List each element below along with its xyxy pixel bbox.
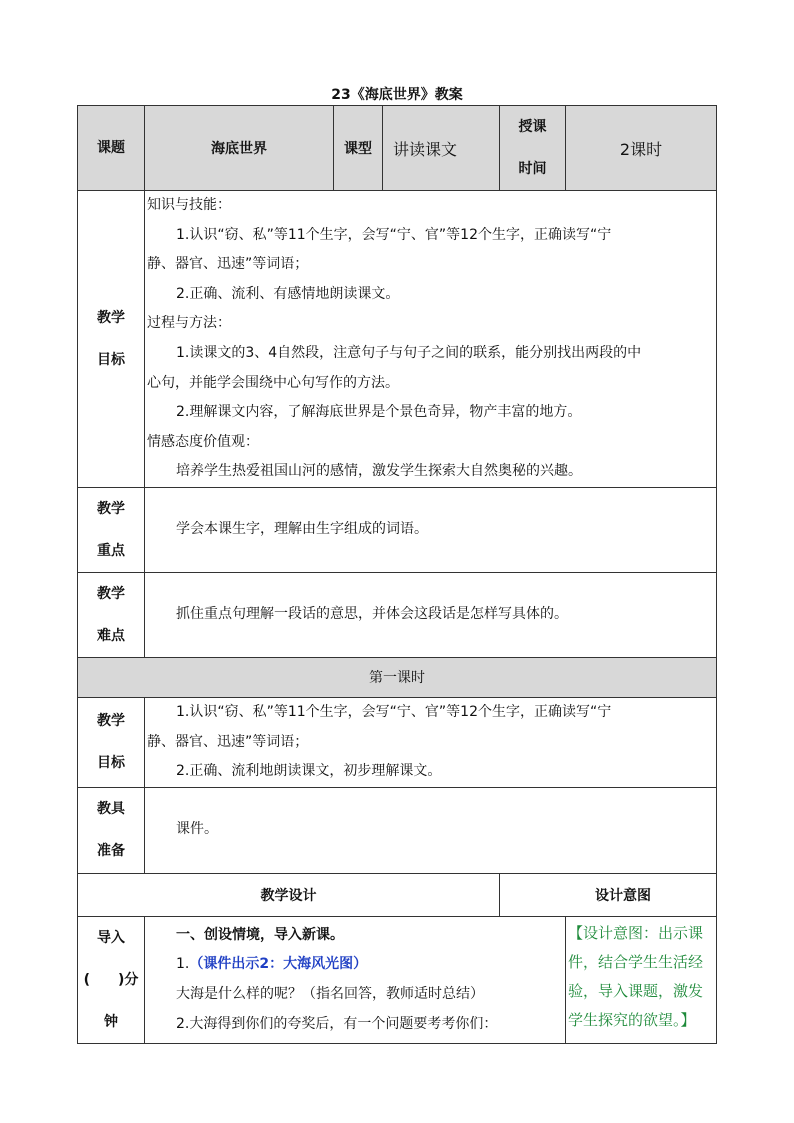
time-label: 授课 时间: [500, 106, 566, 191]
key-points-label: 教学 重点: [78, 487, 145, 572]
topic-label: 课题: [78, 106, 145, 191]
intro-label: 导入 ( )分 钟: [78, 916, 145, 1043]
intro-row: [78, 916, 717, 1043]
goals-line: 1.认识“窃、私”等11个生字，会写“宁、官”等12个生字，正确读写“宁: [176, 226, 612, 243]
prep-row: [78, 787, 717, 873]
type-value: 讲读课文: [383, 106, 500, 191]
key-points-content: 学会本课生字，理解由生字组成的词语。: [145, 487, 717, 572]
lesson1-heading: 第一课时: [78, 657, 717, 697]
prep-label: 教具 准备: [78, 787, 145, 873]
lesson1-goals-label: 教学 目标: [78, 697, 145, 787]
key-points-row: [78, 487, 717, 572]
goals-line: 过程与方法：: [147, 315, 231, 332]
goals-line: 培养学生热爱祖国山河的感情，激发学生探索大自然奥秘的兴趣。: [176, 463, 582, 480]
goals-line: 知识与技能：: [147, 197, 231, 213]
lesson1-goals-content: 1.认识“窃、私”等11个生字，会写“宁、官”等12个生字，正确读写“宁 静、器官、迅速”等词语； 2.正确、流利地朗读课文，初步理解课文。: [145, 697, 717, 787]
goals-row: [78, 191, 717, 488]
type-label: 课型: [334, 106, 383, 191]
design-col-teaching: 教学设计: [78, 873, 500, 916]
topic-value: 海底世界: [145, 106, 334, 191]
header-row: [78, 106, 717, 191]
goals-label: 教学 目标: [78, 191, 145, 488]
goals-line: 心句，并能学会围绕中心句写作的方法。: [147, 374, 399, 391]
design-col-intent: 设计意图: [500, 873, 717, 916]
difficulties-row: [78, 572, 717, 657]
prep-content: 课件。: [145, 787, 717, 873]
lesson1-heading-row: [78, 657, 717, 697]
goals-line: 情感态度价值观：: [147, 433, 259, 450]
goals-line: 1.读课文的3、4自然段，注意句子与句子之间的联系，能分别找出两段的中: [176, 344, 642, 361]
goals-content: [145, 191, 717, 488]
design-header-row: [78, 873, 717, 916]
intro-content: 一、创设情境，导入新课。 1.（课件出示2：大海风光图） 大海是什么样的呢？（指名回答，教师适时总结） 2.大海得到你们的夸奖后，有一个问题要考考你们：: [145, 916, 566, 1043]
time-value: 2课时: [566, 106, 717, 191]
page-title: 23《海底世界》教案: [331, 87, 463, 103]
lesson-plan-table: [77, 105, 717, 1044]
goals-line: 2.理解课文内容，了解海底世界是个景色奇异，物产丰富的地方。: [176, 404, 582, 421]
goals-line: 静、器官、迅速”等词语；: [147, 256, 309, 273]
goals-line: 2.正确、流利、有感情地朗读课文。: [176, 285, 400, 302]
difficulties-content: 抓住重点句理解一段话的意思，并体会这段话是怎样写具体的。: [145, 572, 717, 657]
intro-intent: 【设计意图：出示课件，结合学生生活经验，导入课题，激发学生探究的欲望。】: [566, 916, 717, 1043]
difficulties-label: 教学 难点: [78, 572, 145, 657]
lesson1-goals-row: [78, 697, 717, 787]
